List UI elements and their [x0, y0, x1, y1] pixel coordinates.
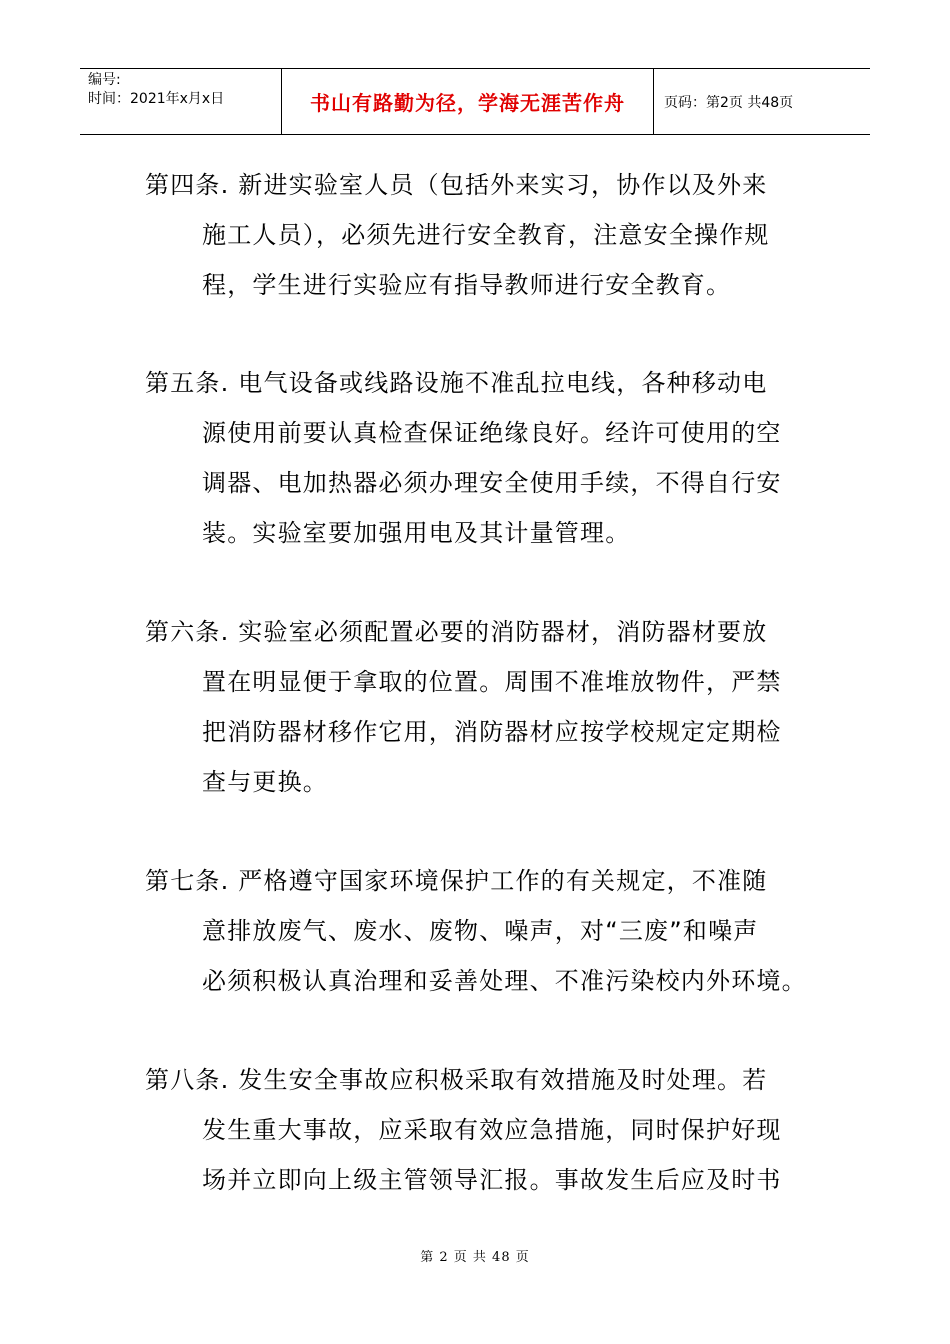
article-line: 第七条. 严格遵守国家环境保护工作的有关规定，不准随: [145, 867, 768, 895]
article-line: 第六条. 实验室必须配置必要的消防器材，消防器材要放: [145, 618, 768, 646]
article-line: 意排放废气、废水、废物、噪声，对“三废”和噪声: [202, 917, 759, 945]
article-line: 第八条. 发生安全事故应积极采取有效措施及时处理。若: [145, 1066, 768, 1094]
article-line: 源使用前要认真检查保证绝缘良好。经许可使用的空: [202, 419, 782, 447]
article-4: [145, 160, 815, 310]
document-date: 时间：2021年x月x日: [88, 91, 225, 107]
article-line: 第五条. 电气设备或线路设施不准乱拉电线，各种移动电: [145, 369, 768, 397]
page-footer: 第 2 页 共 48 页: [420, 1250, 530, 1265]
article-8: [145, 1055, 815, 1205]
article-line: 把消防器材移作它用，消防器材应按学校规定定期检: [202, 718, 782, 746]
article-5: [145, 358, 815, 558]
article-line: 查与更换。: [202, 768, 328, 796]
header-meta: [80, 69, 282, 134]
article-line: 装。实验室要加强用电及其计量管理。: [202, 519, 631, 547]
article-line: 第四条. 新进实验室人员（包括外来实习，协作以及外来: [145, 171, 768, 199]
article-7: [145, 856, 815, 1006]
article-line: 调器、电加热器必须办理安全使用手续，不得自行安: [202, 469, 782, 497]
header-page-info: 页码：第2页 共48页: [664, 94, 794, 111]
article-line: 置在明显便于拿取的位置。周围不准堆放物件，严禁: [202, 668, 782, 696]
article-6: [145, 607, 815, 807]
article-line: 必须积极认真治理和妥善处理、不准污染校内外环境。: [202, 967, 807, 995]
article-line: 程，学生进行实验应有指导教师进行安全教育。: [202, 271, 732, 299]
article-line: 场并立即向上级主管领导汇报。事故发生后应及时书: [202, 1166, 782, 1194]
document-number-label: 编号:: [88, 72, 121, 88]
article-line: 施工人员），必须先进行安全教育，注意安全操作规: [202, 221, 770, 249]
page-header: [80, 68, 870, 135]
article-line: 发生重大事故，应采取有效应急措施，同时保护好现: [202, 1116, 782, 1144]
header-motto: 书山有路勤为径，学海无涯苦作舟: [282, 69, 654, 134]
